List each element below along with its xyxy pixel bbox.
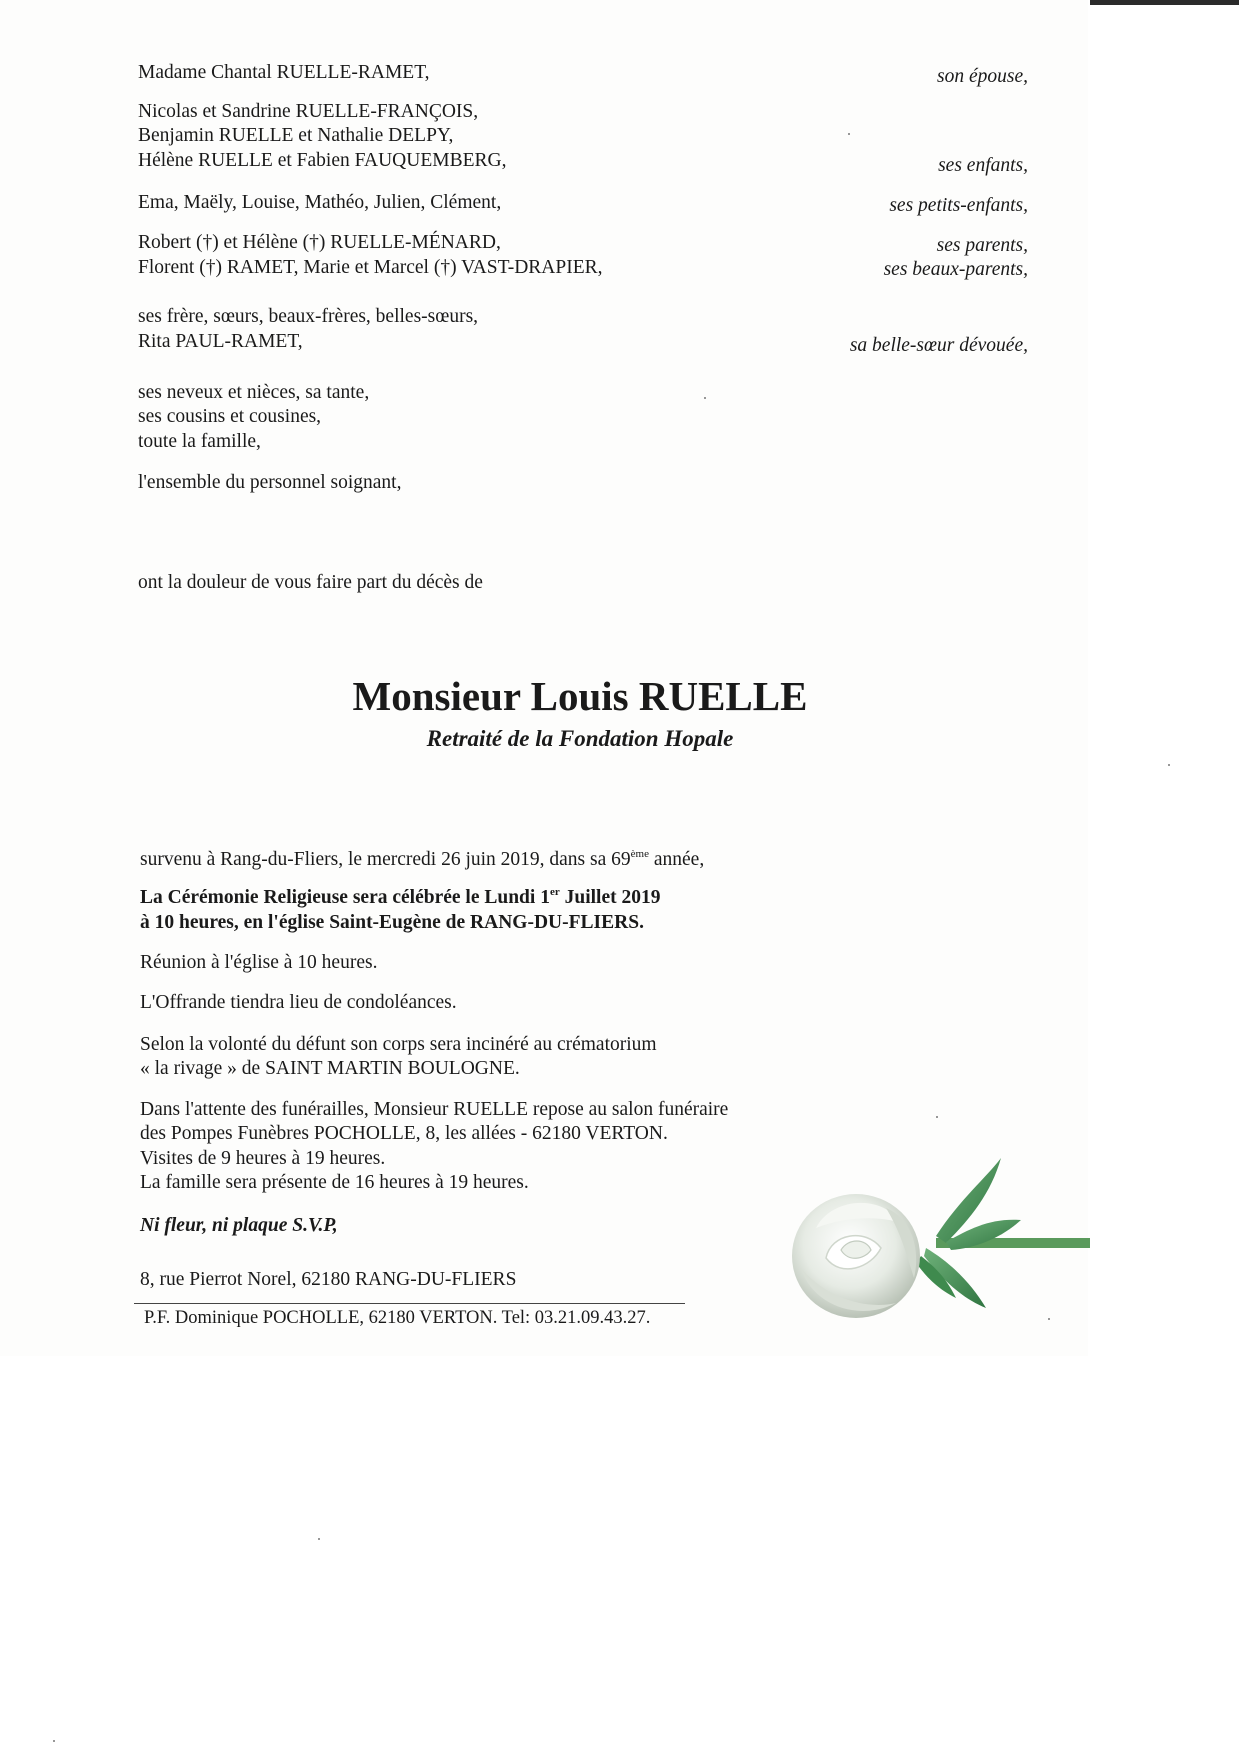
- death-line: survenu à Rang-du-Fliers, le mercredi 26 juin 2019, dans sa 69ème année,: [140, 848, 705, 870]
- relation-label: ses beaux-parents,: [883, 259, 1028, 280]
- relation-label: sa belle-sœur dévouée,: [849, 335, 1028, 356]
- relation-label: ses enfants,: [938, 155, 1028, 176]
- presence-line: La famille sera présente de 16 heures à 19 heures.: [140, 1172, 529, 1193]
- no-flowers-note: Ni fleur, ni plaque S.V.P,: [140, 1215, 338, 1236]
- scan-speck: [1168, 764, 1170, 766]
- cremation-line-2: « la rivage » de SAINT MARTIN BOULOGNE.: [140, 1058, 520, 1079]
- family-line: Hélène RUELLE et Fabien FAUQUEMBERG,: [138, 150, 507, 171]
- scan-speck: [848, 133, 850, 135]
- salon-line-1: Dans l'attente des funérailles, Monsieur RUELLE repose au salon funéraire: [140, 1099, 729, 1120]
- ceremony-line-1: La Cérémonie Religieuse sera célébrée le Lundi 1er Juillet 2019: [140, 886, 661, 908]
- scan-speck: [936, 1116, 938, 1118]
- scan-speck: [704, 397, 706, 399]
- family-line: Ema, Maëly, Louise, Mathéo, Julien, Clément,: [138, 192, 502, 213]
- family-line: Benjamin RUELLE et Nathalie DELPY,: [138, 125, 454, 146]
- family-line: Rita PAUL-RAMET,: [138, 331, 303, 352]
- family-line: Florent (†) RAMET, Marie et Marcel (†) VAST-DRAPIER,: [138, 257, 603, 278]
- relation-label: son épouse,: [937, 66, 1028, 87]
- footer-divider: [134, 1303, 685, 1304]
- family-line: ses neveux et nièces, sa tante,: [138, 382, 370, 403]
- salon-line-2: des Pompes Funèbres POCHOLLE, 8, les allées - 62180 VERTON.: [140, 1123, 668, 1144]
- cremation-line-1: Selon la volonté du défunt son corps sera incinéré au crématorium: [140, 1034, 657, 1055]
- white-rose-icon: [786, 1138, 1090, 1334]
- family-line: Robert (†) et Hélène (†) RUELLE-MÉNARD,: [138, 232, 501, 253]
- home-address: 8, rue Pierrot Norel, 62180 RANG-DU-FLIERS: [140, 1269, 517, 1290]
- family-line: Nicolas et Sandrine RUELLE-FRANÇOIS,: [138, 101, 479, 122]
- deceased-name: Monsieur Louis RUELLE: [352, 673, 808, 719]
- family-line: Madame Chantal RUELLE-RAMET,: [138, 62, 430, 83]
- scan-speck: [53, 1740, 55, 1742]
- family-line: toute la famille,: [138, 431, 261, 452]
- offrande-line: L'Offrande tiendra lieu de condoléances.: [140, 992, 457, 1013]
- funeral-home-footer: P.F. Dominique POCHOLLE, 62180 VERTON. Tel: 03.21.09.43.27.: [144, 1308, 651, 1328]
- scan-speck: [1048, 1318, 1050, 1320]
- visites-line: Visites de 9 heures à 19 heures.: [140, 1148, 386, 1169]
- relation-label: ses petits-enfants,: [889, 195, 1028, 216]
- deceased-title: Retraité de la Fondation Hopale: [426, 726, 734, 751]
- family-line: l'ensemble du personnel soignant,: [138, 472, 402, 493]
- ceremony-line-2: à 10 heures, en l'église Saint-Eugène de RANG-DU-FLIERS.: [140, 912, 644, 933]
- family-line: ses frère, sœurs, beaux-frères, belles-sœurs,: [138, 306, 479, 327]
- scan-edge: [1090, 0, 1239, 5]
- family-line: ses cousins et cousines,: [138, 406, 322, 427]
- scan-speck: [318, 1538, 320, 1540]
- announcement: ont la douleur de vous faire part du décès de: [138, 572, 483, 593]
- relation-label: ses parents,: [936, 235, 1028, 256]
- reunion-line: Réunion à l'église à 10 heures.: [140, 952, 378, 973]
